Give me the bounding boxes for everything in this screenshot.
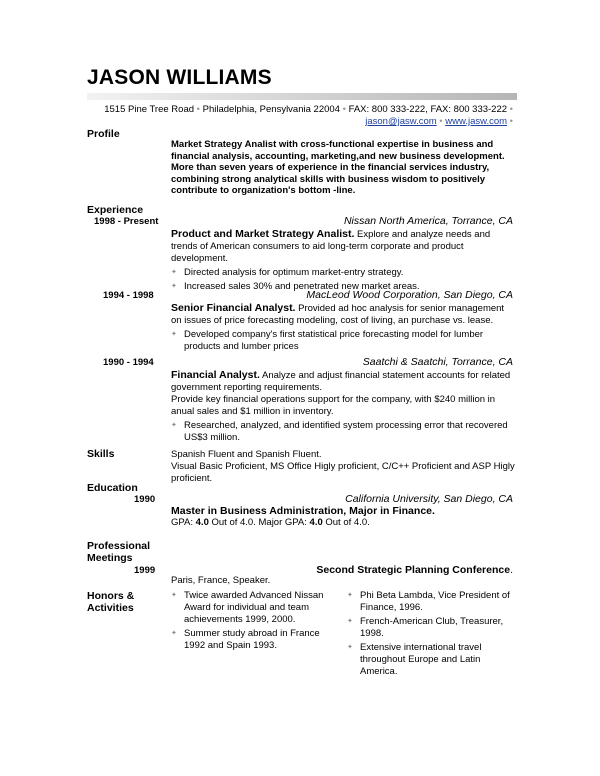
honors-right-column — [347, 590, 512, 680]
list-item: ✦ Directed analysis for optimum market-entry strategy. — [171, 267, 516, 279]
honors-heading-line: Honors & — [87, 590, 135, 602]
education-degree: Master in Business Administration, Major in Finance. — [171, 505, 435, 517]
honors-list-right — [347, 590, 512, 678]
list-item: ✦ Researched, analyzed, and identified system processing error that recovered US$3 million. — [171, 420, 516, 444]
job-bullets — [171, 329, 516, 353]
meeting-location: Paris, France, Speaker. — [171, 575, 271, 586]
skills-languages: Spanish Fluent and Spanish Fluent. — [171, 449, 322, 460]
honors-list-left — [171, 590, 331, 652]
list-item: ✦ Twice awarded Advanced Nissan Award for individual and team achievements 1999, 2000. — [171, 590, 331, 626]
skills-content — [171, 449, 516, 485]
list-item: ✦ Developed company's first statistical price forecasting model for lumber products and lumber prices — [171, 329, 516, 353]
list-item: ✦ Summer study abroad in France 1992 and Spain 1993. — [171, 628, 331, 652]
profile-summary: Market Strategy Analist with cross-functional expertise in business and financial analysis, accounting, marketing,and new business development. More than seven years of experience in the financial services industry, combining strong analytical skills with business wisdom to positively contribute to organization's bottom -line. — [171, 139, 505, 196]
fax-1: FAX: 800 333-222, — [348, 104, 428, 115]
meetings-heading — [87, 540, 150, 564]
job-bullets — [171, 420, 516, 444]
email-link[interactable]: jason@jasw.com — [365, 116, 437, 127]
job-dates: 1998 - Present — [94, 216, 159, 227]
job-company: MacLeod Wood Corporation, San Diego, CA — [306, 289, 513, 301]
job-title: Product and Market Strategy Analist. — [171, 228, 355, 240]
separator-icon: • — [509, 104, 513, 115]
education-entry — [171, 505, 516, 529]
experience-heading: Experience — [87, 204, 144, 216]
skills-technical: Visual Basic Proficient, MS Office Higly proficient, C/C++ Proficient and ASP Higly proficient. — [171, 461, 515, 484]
education-gpa — [171, 517, 516, 529]
website-link[interactable]: www.jasw.com — [445, 116, 508, 127]
job-entry — [171, 369, 516, 446]
separator-icon: • — [342, 104, 346, 115]
job-description: Explore and analyze needs and trends of American consumers to aid long-term corporate and product development. — [171, 229, 491, 264]
major-gpa-value: 4.0 — [309, 517, 323, 528]
list-item: ✦ French-American Club, Treasurer, 1998. — [347, 616, 512, 640]
fax-2: FAX: 800 333-222 — [430, 104, 508, 115]
meeting-title — [316, 564, 513, 576]
job-entry — [171, 302, 516, 355]
list-item: ✦ Extensive international travel throughout Europe and Latin America. — [347, 642, 512, 678]
job-company: Saatchi & Saatchi, Torrance, CA — [362, 356, 513, 368]
education-school: California University, San Diego, CA — [345, 493, 513, 505]
address: 1515 Pine Tree Road — [104, 104, 195, 115]
meetings-heading-line: Meetings — [87, 552, 133, 564]
header-rule — [87, 93, 517, 100]
education-year: 1990 — [134, 494, 156, 505]
meetings-year: 1999 — [134, 565, 156, 576]
job-description: Analyze and adjust financial statement accounts for related government reporting requirements. — [171, 370, 511, 393]
separator-icon: • — [439, 116, 443, 127]
honors-heading-line: Activities — [87, 602, 134, 614]
meeting-title-end: . — [510, 564, 513, 576]
gpa-text: Out of 4.0. Major GPA: — [208, 517, 310, 528]
job-description-2: Provide key financial operations support for the company, with $240 million in anual sales and $1 million in inventory. — [171, 394, 496, 417]
gpa-label: GPA: — [171, 517, 196, 528]
meeting-title-text: Second Strategic Planning Conference — [316, 564, 511, 576]
job-title: Senior Financial Analyst. — [171, 302, 296, 314]
separator-icon: • — [196, 104, 200, 115]
job-entry — [171, 228, 516, 295]
education-heading: Education — [87, 482, 138, 494]
job-title: Financial Analyst. — [171, 369, 260, 381]
honors-left-column — [171, 590, 331, 654]
contact-line-1 — [104, 104, 513, 115]
skills-heading: Skills — [87, 448, 115, 460]
gpa-text: Out of 4.0. — [322, 517, 370, 528]
city: Philadelphia, Pensylvania 22004 — [202, 104, 340, 115]
meetings-heading-line: Professional — [87, 540, 151, 552]
gpa-value: 4.0 — [195, 517, 209, 528]
list-item: ✦ Phi Beta Lambda, Vice President of Finance, 1996. — [347, 590, 512, 614]
honors-heading — [87, 590, 134, 614]
job-dates: 1990 - 1994 — [103, 357, 154, 368]
profile-heading: Profile — [87, 128, 120, 140]
resume-name: JASON WILLIAMS — [87, 66, 272, 89]
contact-line-2 — [365, 116, 513, 127]
list-item: ✦ Increased sales 30% and penetrated new market areas. — [171, 281, 516, 293]
job-company: Nissan North America, Torrance, CA — [343, 215, 513, 227]
job-description: Provided ad hoc analysis for senior management on issues of price forecasting modeling, cost of living, an purchase vs. lease. — [171, 303, 505, 326]
job-dates: 1994 - 1998 — [103, 290, 154, 301]
separator-icon: • — [509, 116, 513, 127]
